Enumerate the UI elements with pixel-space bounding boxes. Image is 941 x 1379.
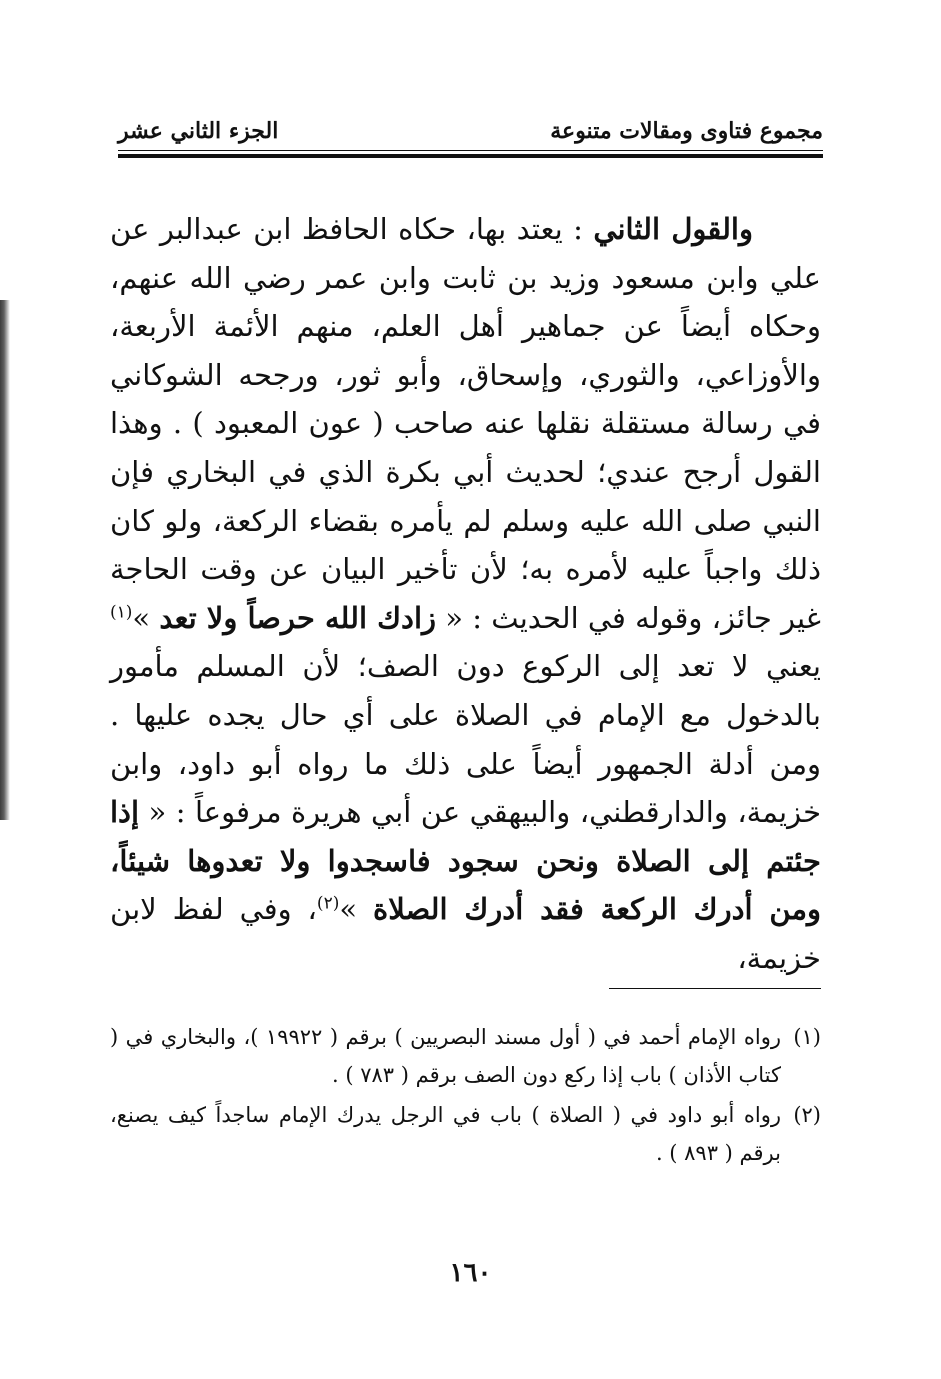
para-text-1: : يعتد بها، حكاه الحافظ ابن عبدالبر عن علي وابن مسعود وزيد بن ثابت وابن عمر رضي الله عنهم، وحكاه أيضاً عن جماهير أهل العلم، منهم الأئمة الأربعة، والأوزاعي، والثوري، وإسحاق، وأبو ثور، ورجحه الشوكاني في رسالة مستقلة نقلها عنه صاحب ( عون المعبود ) . وهذا القول أرجح عندي؛ لحديث أبي بكرة الذي في البخاري فإن النبي صلى الله عليه وسلم لم يأمره بقضاء الركعة، ولو كان ذلك واجباً عليه لأمره به؛ لأن تأخير البيان عن وقت الحاجة غير جائز، وقوله في الحديث : «	[110, 212, 821, 635]
volume-label: الجزء الثاني عشر	[118, 118, 279, 144]
header-rule-thin	[118, 150, 823, 151]
footnote-number: (٢)	[793, 1103, 821, 1127]
hadith-quote-1-close: »	[132, 600, 160, 635]
para-text-2: يعني لا تعد إلى الركوع دون الصف؛ لأن المسلم مأمور بالدخول مع الإمام في الصلاة على أي حال يجده عليها . ومن أدلة الجمهور أيضاً على ذلك ما رواه أبو داود، وابن خزيمة، والدارقطني، والبيهقي عن أبي هريرة مرفوعاً : «	[110, 649, 821, 830]
running-header	[118, 112, 823, 152]
page-number: ١٦٠	[449, 1258, 492, 1288]
header-rule-thick	[118, 154, 823, 158]
main-body-text	[110, 205, 821, 983]
scan-shadow-edge	[0, 300, 10, 820]
hadith-quote-2-close: »	[339, 892, 374, 927]
footnote-item	[110, 1018, 821, 1094]
book-title: مجموع فتاوى ومقالات متنوعة	[550, 118, 823, 144]
footnotes	[110, 1018, 821, 1174]
para-text-3: ، وفي لفظ لابن خزيمة،	[110, 892, 821, 975]
footnote-separator	[609, 988, 821, 989]
footnote-ref-1: (١)	[110, 602, 133, 623]
hadith-quote-1: زادك الله حرصاً ولا تعد	[159, 600, 437, 635]
body-paragraph	[110, 205, 821, 983]
footnote-ref-2: (٢)	[316, 893, 340, 914]
footnote-number: (١)	[793, 1025, 821, 1049]
footnote-text: رواه الإمام أحمد في ( أول مسند البصريين ) برقم ( ١٩٩٢٢ )، والبخاري في ( كتاب الأذان ) باب إذا ركع دون الصف برقم ( ٧٨٣ ) .	[110, 1025, 781, 1087]
para-lead: والقول الثاني	[593, 212, 753, 246]
footnote-item	[110, 1096, 821, 1172]
footnote-text: رواه أبو داود في ( الصلاة ) باب في الرجل يدرك الإمام ساجداً كيف يصنع، برقم ( ٨٩٣ ) .	[110, 1103, 781, 1165]
hadith-quote-2: إذا جئتم إلى الصلاة ونحن سجود فاسجدوا ولا تعدوها شيئاً، ومن أدرك الركعة فقد أدرك الصلاة	[110, 795, 821, 927]
